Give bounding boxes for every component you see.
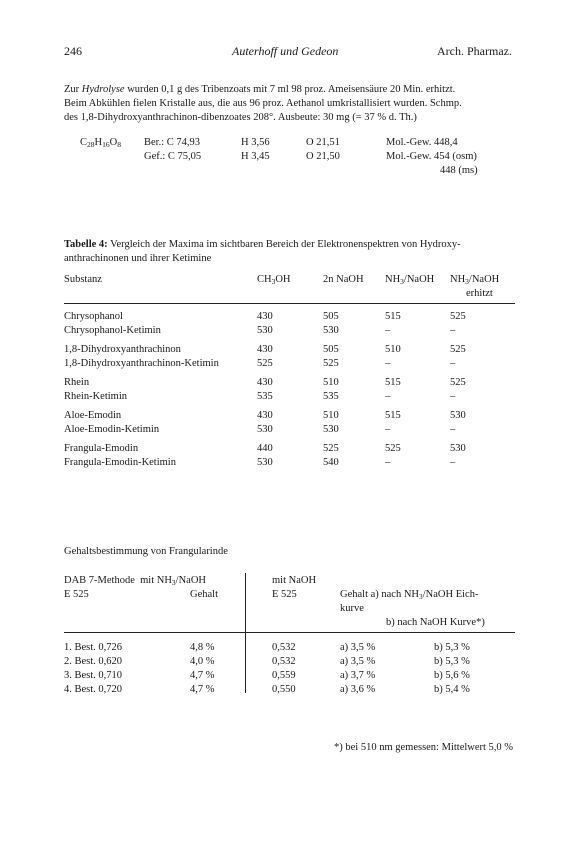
- gehalt-cell-e: 0,550: [272, 684, 296, 695]
- col-heated-label: erhitzt: [466, 288, 493, 299]
- table4-cell-name: Chrysophanol: [64, 311, 123, 322]
- gehalt-col-gehalt: Gehalt: [190, 589, 218, 600]
- table4-cell-nh3e: 525: [450, 344, 466, 355]
- line1-rest: wurden 0,1 g des Tribenzoats mit 7 ml 98 proz. Ameisensäure 20 Min. erhitzt.: [124, 84, 456, 95]
- gehalt-cell-a: a) 3,5 %: [340, 642, 376, 653]
- table4-cell-name: Aloe-Emodin-Ketimin: [64, 424, 160, 435]
- gehalt-cell-b: b) 5,4 %: [434, 684, 470, 695]
- table4-cell-naoh: 530: [323, 424, 339, 435]
- caption-line-1: [64, 238, 461, 252]
- table4-cell-ch3oh: 440: [257, 443, 273, 454]
- col-ch3oh: $CH_3OH$: [257, 274, 291, 286]
- hydrolyse-word: Hydrolyse: [81, 84, 125, 95]
- paragraph-line-1: [64, 83, 524, 97]
- table4-header-rule: [64, 303, 515, 304]
- gehalt-cell-gehalt: 4,7 %: [190, 684, 215, 695]
- col-substanz: Substanz: [64, 274, 102, 285]
- gehalt-cell-best: 1. Best. 0,726: [64, 642, 123, 653]
- table4-cell-nh3e: –: [450, 391, 456, 402]
- table4-cell-name: Frangula-Emodin-Ketimin: [64, 457, 176, 468]
- table4-cell-nh3: –: [385, 325, 391, 336]
- found-oxygen: O 21,50: [306, 151, 340, 162]
- table4-cell-ch3oh: 430: [257, 377, 273, 388]
- caption-label: Tabelle 4:: [64, 239, 108, 250]
- table4-cell-ch3oh: 430: [257, 410, 273, 421]
- gehalt-cell-b: b) 5,6 %: [434, 670, 470, 681]
- paragraph-line-3: des 1,8-Dihydroxyanthrachinon-dibenzoates 208°. Ausbeute: 30 mg (= 37 % d. Th.): [64, 112, 417, 123]
- table4-cell-nh3: 515: [385, 410, 401, 421]
- col-nh3-naoh: $NH_3$/NaOH: [385, 274, 435, 286]
- table4-cell-nh3: –: [385, 457, 391, 468]
- gehalt-title: Gehaltsbestimmung von Frangularinde: [64, 546, 228, 557]
- mol-weight-ms: 448 (ms): [440, 165, 478, 176]
- table4-cell-nh3: 525: [385, 443, 401, 454]
- table4-cell-name: Rhein: [64, 377, 90, 388]
- gehalt-col-a-header: Gehalt a) nach $NH_3$/NaOH Eich-: [340, 589, 479, 601]
- gehalt-col-b-header: b) nach NaOH Kurve*): [386, 617, 485, 628]
- found-carbon: Gef.: C 75,05: [144, 151, 202, 162]
- table4-cell-ch3oh: 530: [257, 457, 273, 468]
- table4-cell-nh3e: –: [450, 325, 456, 336]
- found-hydrogen: H 3,45: [241, 151, 270, 162]
- running-authors: Auterhoff und Gedeon: [232, 44, 339, 58]
- footnote: *) bei 510 nm gemessen: Mittelwert 5,0 %: [334, 742, 514, 753]
- gehalt-cell-best: 3. Best. 0,710: [64, 670, 123, 681]
- table4-cell-naoh: 510: [323, 410, 339, 421]
- gehalt-cell-e: 0,532: [272, 642, 296, 653]
- table4-cell-nh3: –: [385, 391, 391, 402]
- table4-cell-nh3e: –: [450, 358, 456, 369]
- gehalt-cell-gehalt: 4,7 %: [190, 670, 215, 681]
- table4-cell-naoh: 505: [323, 344, 339, 355]
- mol-weight-calc: Mol.-Gew. 448,4: [386, 137, 458, 148]
- table4-cell-name: Frangula-Emodin: [64, 443, 139, 454]
- table4-cell-nh3e: 530: [450, 443, 466, 454]
- caption-text-1: Vergleich der Maxima im sichtbaren Bereich der Elektronenspektren von Hydroxy-: [107, 239, 461, 250]
- table4-cell-name: Chrysophanol-Ketimin: [64, 325, 161, 336]
- table4-cell-naoh: 535: [323, 391, 339, 402]
- gehalt-cell-gehalt: 4,8 %: [190, 642, 215, 653]
- paragraph-line-2: Beim Abkühlen fielen Kristalle aus, die aus 96 proz. Aethanol umkristallisiert wurden. Schmp.: [64, 98, 462, 109]
- table4-cell-naoh: 525: [323, 443, 339, 454]
- calc-hydrogen: H 3,56: [241, 137, 270, 148]
- gehalt-cell-a: a) 3,7 %: [340, 670, 376, 681]
- gehalt-cell-a: a) 3,6 %: [340, 684, 376, 695]
- table4-cell-naoh: 540: [323, 457, 339, 468]
- table4-caption: [64, 238, 461, 266]
- table4-cell-nh3e: 530: [450, 410, 466, 421]
- table4-cell-ch3oh: 430: [257, 344, 273, 355]
- gehalt-header-rule: [64, 632, 515, 633]
- table4-cell-nh3e: –: [450, 457, 456, 468]
- gehalt-cell-a: a) 3,5 %: [340, 656, 376, 667]
- table4-cell-naoh: 505: [323, 311, 339, 322]
- table4-cell-nh3: 515: [385, 377, 401, 388]
- gehalt-col-e525-b: E 525: [272, 589, 297, 600]
- calc-carbon: Ber.: C 74,93: [144, 137, 201, 148]
- table4-cell-ch3oh: 525: [257, 358, 273, 369]
- calc-oxygen: O 21,51: [306, 137, 340, 148]
- hydrolysis-paragraph: [64, 83, 524, 125]
- caption-line-2: anthrachinonen und ihrer Ketimine: [64, 253, 212, 264]
- gehalt-col-kurve: kurve: [340, 603, 364, 614]
- gehalt-col-dab: DAB 7-Methode mit $NH_3$/NaOH: [64, 575, 206, 587]
- line1-prefix: Zur: [64, 84, 82, 95]
- table4-cell-nh3: 510: [385, 344, 401, 355]
- molecular-formula: $C_{28}H_{16}O_8$: [80, 137, 121, 149]
- table4-cell-name: 1,8-Dihydroxyanthrachinon: [64, 344, 181, 355]
- table4-cell-name: Aloe-Emodin: [64, 410, 122, 421]
- table4-cell-name: Rhein-Ketimin: [64, 391, 127, 402]
- page-number: 246: [64, 44, 82, 58]
- gehalt-cell-e: 0,559: [272, 670, 296, 681]
- table4-cell-ch3oh: 430: [257, 311, 273, 322]
- gehalt-col-mit-naoh: mit NaOH: [272, 575, 317, 586]
- gehalt-cell-e: 0,532: [272, 656, 296, 667]
- table4-cell-nh3e: 525: [450, 311, 466, 322]
- table4-cell-ch3oh: 530: [257, 325, 273, 336]
- gehalt-cell-best: 4. Best. 0,720: [64, 684, 123, 695]
- table4-cell-nh3: 515: [385, 311, 401, 322]
- table4-cell-nh3e: 525: [450, 377, 466, 388]
- col-2n-naoh: 2n NaOH: [323, 274, 364, 285]
- gehalt-cell-b: b) 5,3 %: [434, 642, 470, 653]
- mol-weight-osm: Mol.-Gew. 454 (osm): [386, 151, 477, 162]
- table4-cell-nh3: –: [385, 358, 391, 369]
- journal-name: Arch. Pharmaz.: [437, 44, 512, 58]
- table4-cell-naoh: 530: [323, 325, 339, 336]
- table4-cell-ch3oh: 535: [257, 391, 273, 402]
- gehalt-cell-b: b) 5,3 %: [434, 656, 470, 667]
- table4-cell-naoh: 525: [323, 358, 339, 369]
- table4-cell-name: 1,8-Dihydroxyanthrachinon-Ketimin: [64, 358, 219, 369]
- table4-cell-naoh: 510: [323, 377, 339, 388]
- gehalt-vertical-rule: [245, 573, 246, 693]
- table4-cell-ch3oh: 530: [257, 424, 273, 435]
- col-nh3-naoh-heated: $NH_3$/NaOH: [450, 274, 500, 286]
- gehalt-col-e525-a: E 525: [64, 589, 89, 600]
- table4-cell-nh3e: –: [450, 424, 456, 435]
- table4-cell-nh3: –: [385, 424, 391, 435]
- gehalt-cell-best: 2. Best. 0,620: [64, 656, 123, 667]
- gehalt-cell-gehalt: 4,0 %: [190, 656, 215, 667]
